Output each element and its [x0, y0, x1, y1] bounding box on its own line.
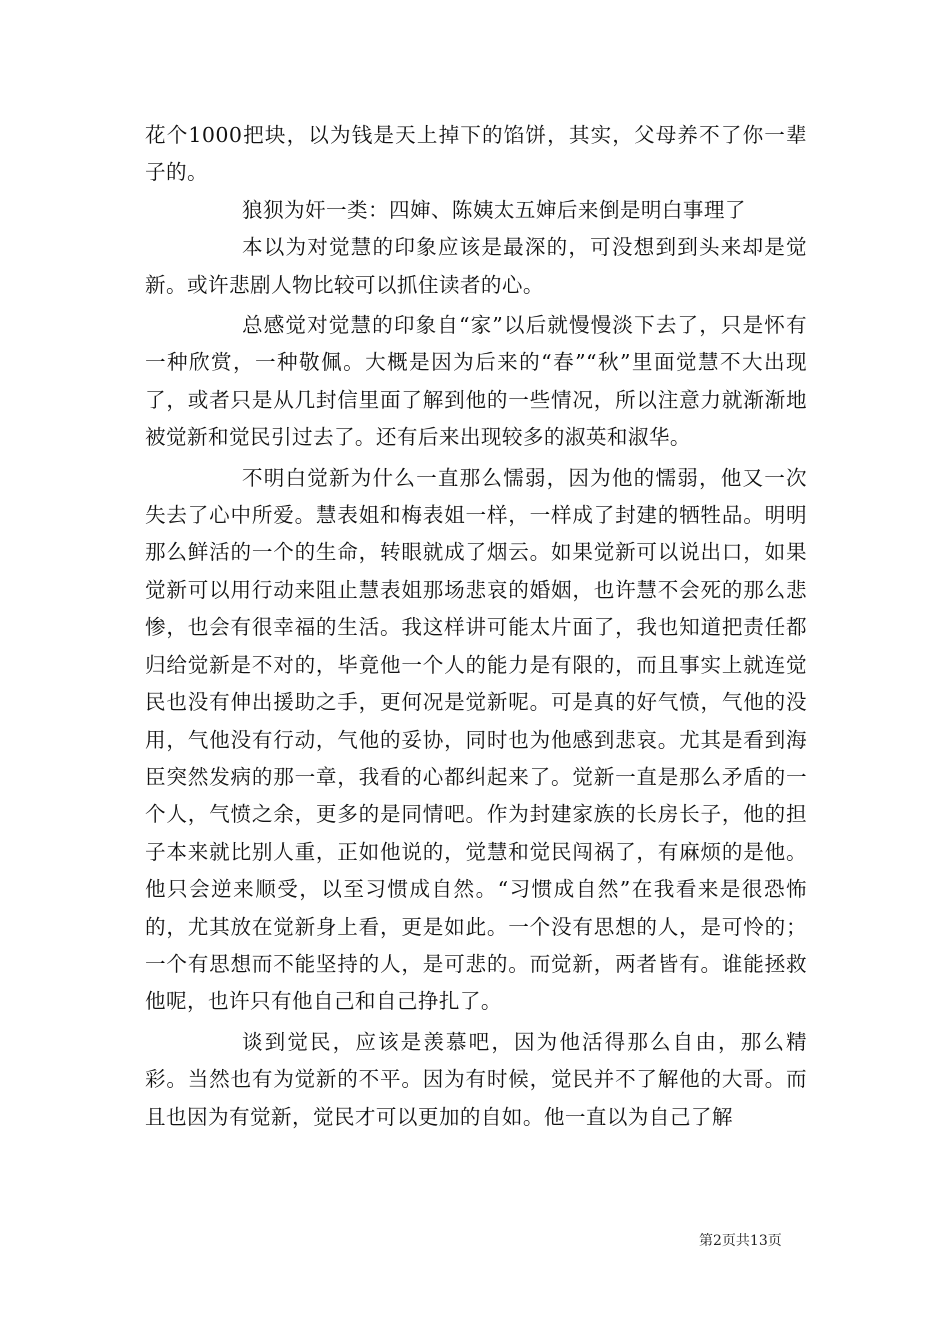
- paragraph-juehui: 总感觉对觉慧的印象自“家”以后就慢慢淡下去了，只是怀有一种欣赏，一种敬佩。大概是因为后来的“春”“秋”里面觉慧不大出现了，或者只是从几封信里面了解到他的一些情况，所以注意力就渐渐地被觉新和觉民引过去了。还有后来出现较多的淑英和淑华。: [145, 313, 807, 450]
- paragraph-juemin: 谈到觉民，应该是羡慕吧，因为他活得那么自由，那么精彩。当然也有为觉新的不平。因为有时候，觉民并不了解他的大哥。而且也因为有觉新，觉民才可以更加的自如。他一直以为自己了解: [145, 1029, 807, 1129]
- paragraph-continuation: 花个1000把块，以为钱是天上掉下的馅饼，其实，父母养不了你一辈子的。: [145, 123, 807, 185]
- page-number-footer: 第2页共13页: [699, 1233, 782, 1249]
- body-text: [145, 117, 807, 1136]
- paragraph-juexin: 不明白觉新为什么一直那么懦弱，因为他的懦弱，他又一次失去了心中所爱。慧表姐和梅表姐一样，一样成了封建的牺牲品。明明那么鲜活的一个的生命，转眼就成了烟云。如果觉新可以说出口，如果觉新可以用行动来阻止慧表姐那场悲哀的婚姻，也许慧不会死的那么悲惨，也会有很幸福的生活。我这样讲可能太片面了，我也知道把责任都归给觉新是不对的，毕竟他一个人的能力是有限的，而且事实上就连觉民也没有伸出援助之手，更何况是觉新呢。可是真的好气愤，气他的没用，气他没有行动，气他的妥协，同时也为他感到悲哀。尤其是看到海臣突然发病的那一章，我看的心都纠起来了。觉新一直是那么矛盾的一个人，气愤之余，更多的是同情吧。作为封建家族的长房长子，他的担子本来就比别人重，正如他说的，觉慧和觉民闯祸了，有麻烦的是他。他只会逆来顺受，以至习惯成自然。“习惯成自然”在我看来是很恐怖的，尤其放在觉新身上看，更是如此。一个没有思想的人，是可怜的；一个有思想而不能坚持的人，是可悲的。而觉新，两者皆有。谁能拯救他呢，也许只有他自己和自己挣扎了。: [145, 465, 807, 1014]
- paragraph-impression: 本以为对觉慧的印象应该是最深的，可没想到到头来却是觉新。或许悲剧人物比较可以抓住读者的心。: [145, 235, 807, 297]
- paragraph-villains: 狼狈为奸一类：四婶、陈姨太五婶后来倒是明白事理了: [242, 197, 746, 222]
